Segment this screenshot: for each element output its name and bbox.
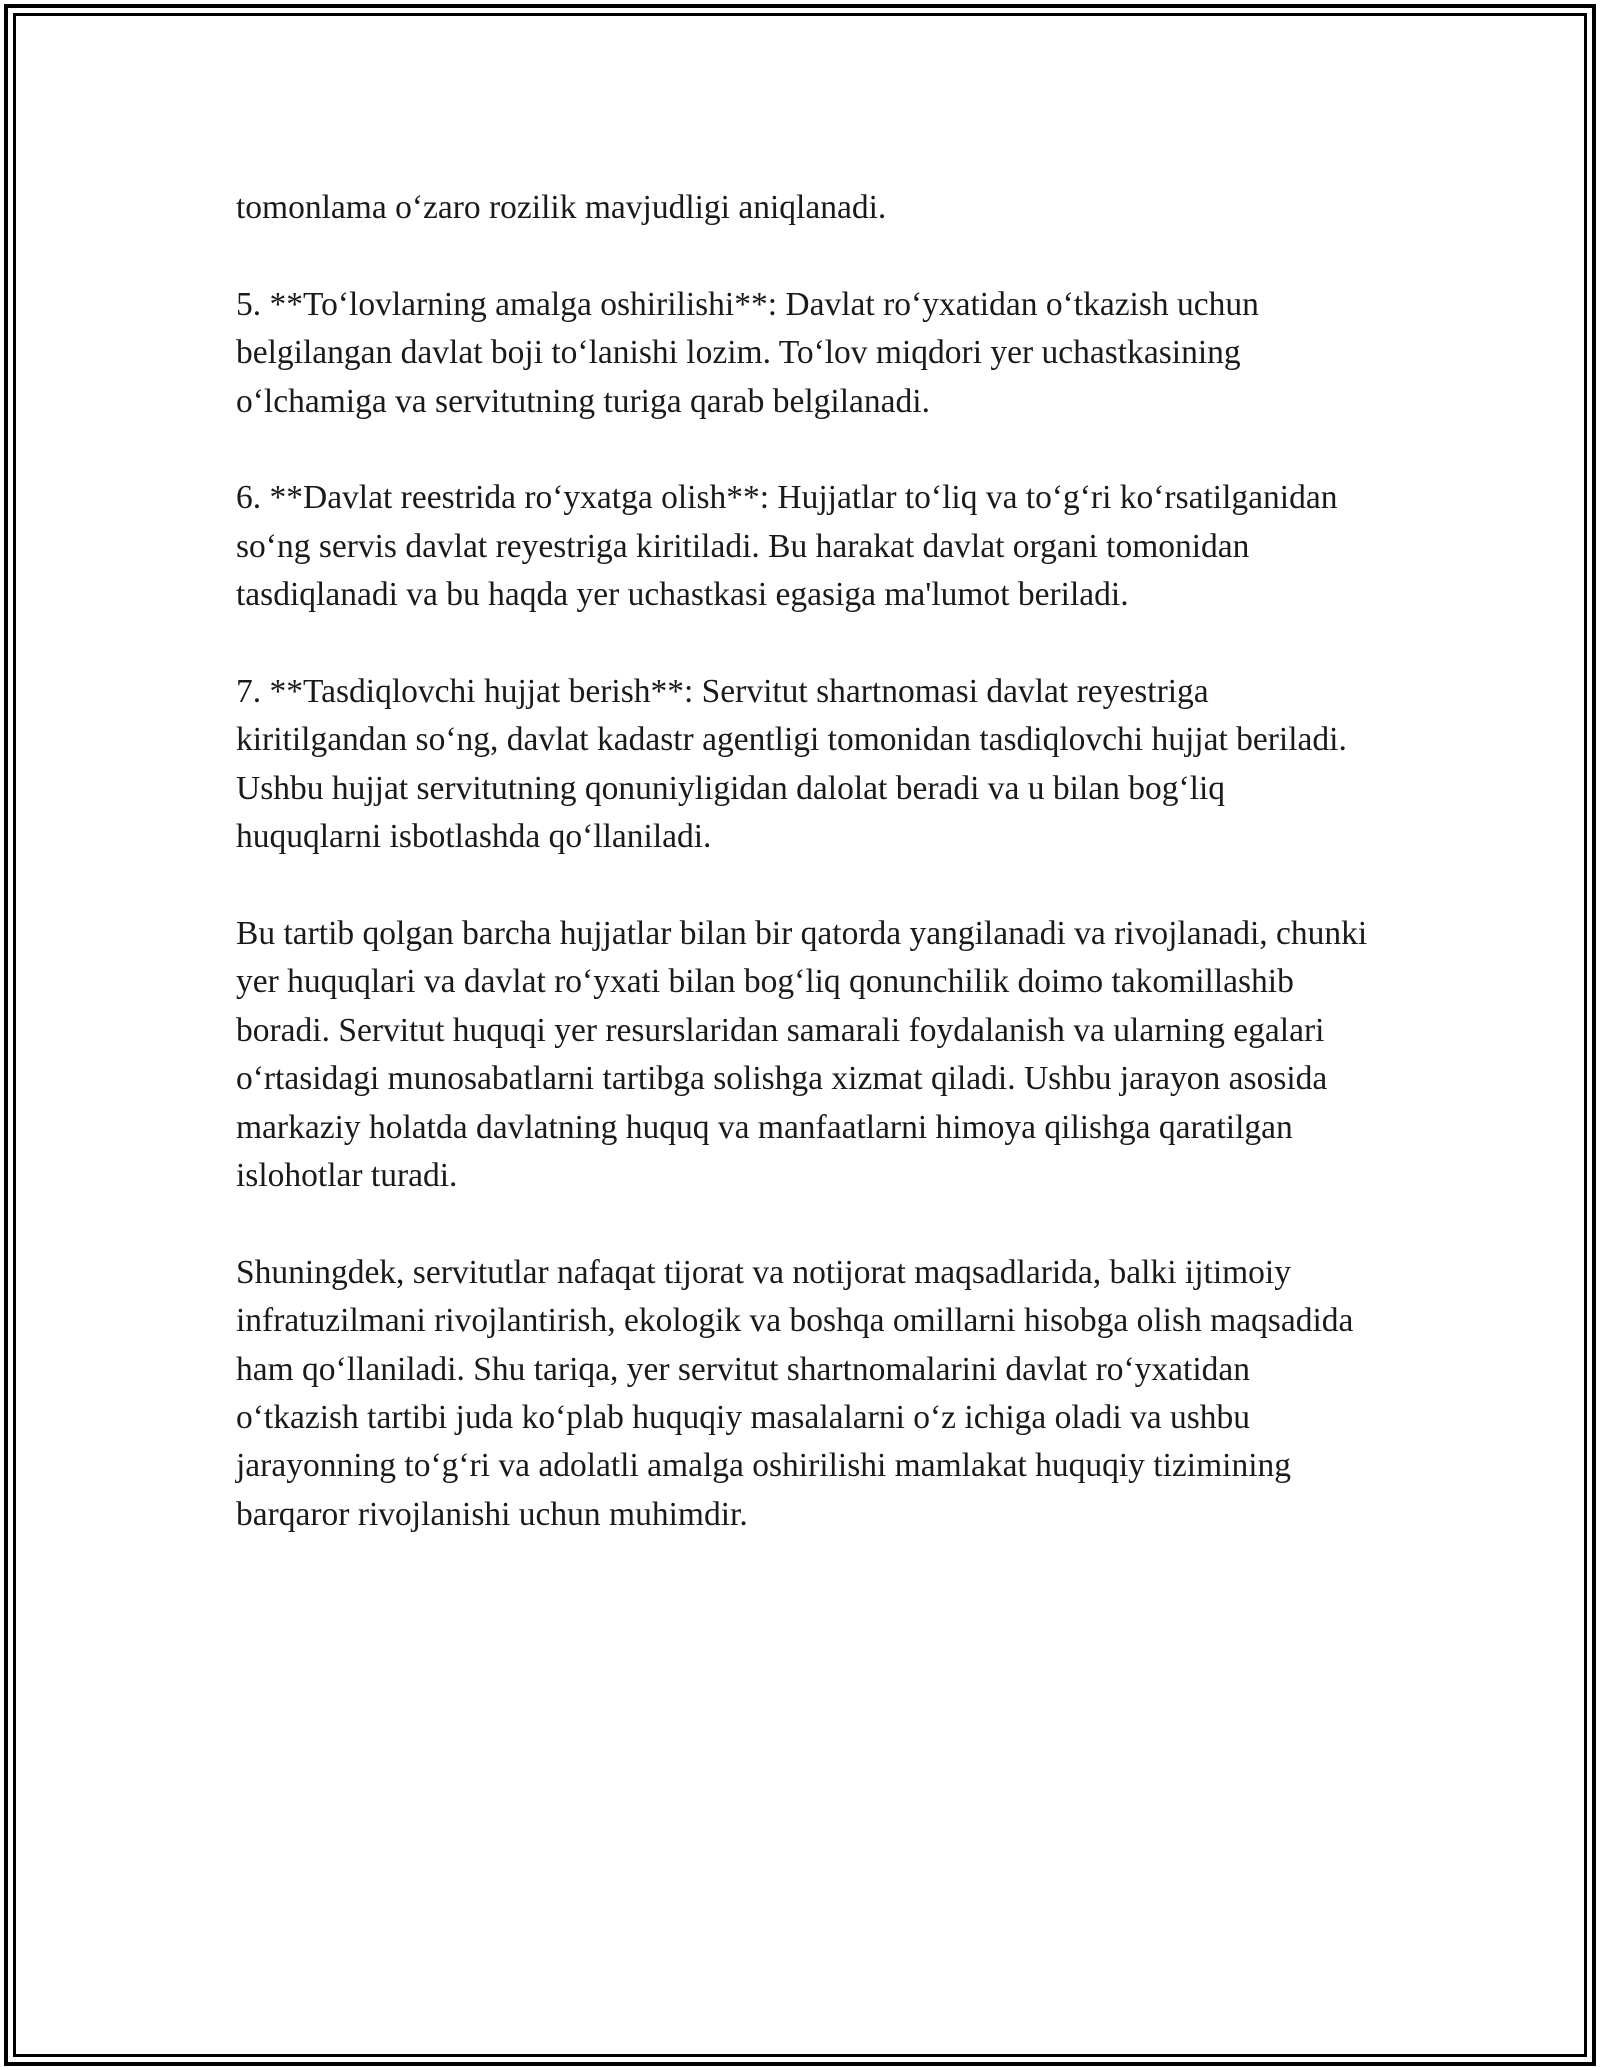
paragraph-continuation: tomonlama o‘zaro rozilik mavjudligi aniqlanadi. (236, 189, 887, 226)
paragraph-conclusion: Shuningdek, servitutlar nafaqat tijorat va notijorat maqsadlarida, balki ijtimoiy infratuzilmani rivojlantirish, ekologik va boshqa omillarni hisobga olish maqsadida ham qo‘llaniladi. Shu tariqa, yer servitut shartnomalarini davlat ro‘yxatidan o‘tkazish tartibi juda ko‘plab huquqiy masalalarni o‘z ichiga oladi va ushbu jarayonning to‘g‘ri va adolatli amalga oshirilishi mamlakat huquqiy tizimining barqaror rivojlanishi uchun muhimdir. (236, 1253, 1354, 1533)
paragraph-item-7: 7. **Tasdiqlovchi hujjat berish**: Servitut shartnomasi davlat reyestriga kiritilgandan so‘ng, davlat kadastr agentligi tomonidan tasdiqlovchi hujjat beriladi. Ushbu hujjat servitutning qonuniyligidan dalolat beradi va u bilan bog‘liq huquqlarni isbotlashda qo‘llaniladi. (236, 673, 1347, 856)
document-body (236, 184, 1376, 1539)
paragraph-item-5: 5. **To‘lovlarning amalga oshirilishi**: Davlat ro‘yxatidan o‘tkazish uchun belgilangan davlat boji to‘lanishi lozim. To‘lov miqdori yer uchastkasining o‘lchamiga va servitutning turiga qarab belgilanadi. (236, 285, 1259, 420)
paragraph-item-6: 6. **Davlat reestrida ro‘yxatga olish**: Hujjatlar to‘liq va to‘g‘ri ko‘rsatilganidan so‘ng servis davlat reyestriga kiritiladi. Bu harakat davlat organi tomonidan tasdiqlanadi va bu haqda yer uchastkasi egasiga ma'lumot beriladi. (236, 479, 1338, 614)
paragraph-summary: Bu tartib qolgan barcha hujjatlar bilan bir qatorda yangilanadi va rivojlanadi, chunki yer huquqlari va davlat ro‘yxati bilan bog‘liq qonunchilik doimo takomillashib boradi. Servitut huquqi yer resurslaridan samarali foydalanish va ularning egalari o‘rtasidagi munosabatlarni tartibga solishga xizmat qiladi. Ushbu jarayon asosida markaziy holatda davlatning huquq va manfaatlarni himoya qilishga qaratilgan islohotlar turadi. (236, 915, 1368, 1195)
